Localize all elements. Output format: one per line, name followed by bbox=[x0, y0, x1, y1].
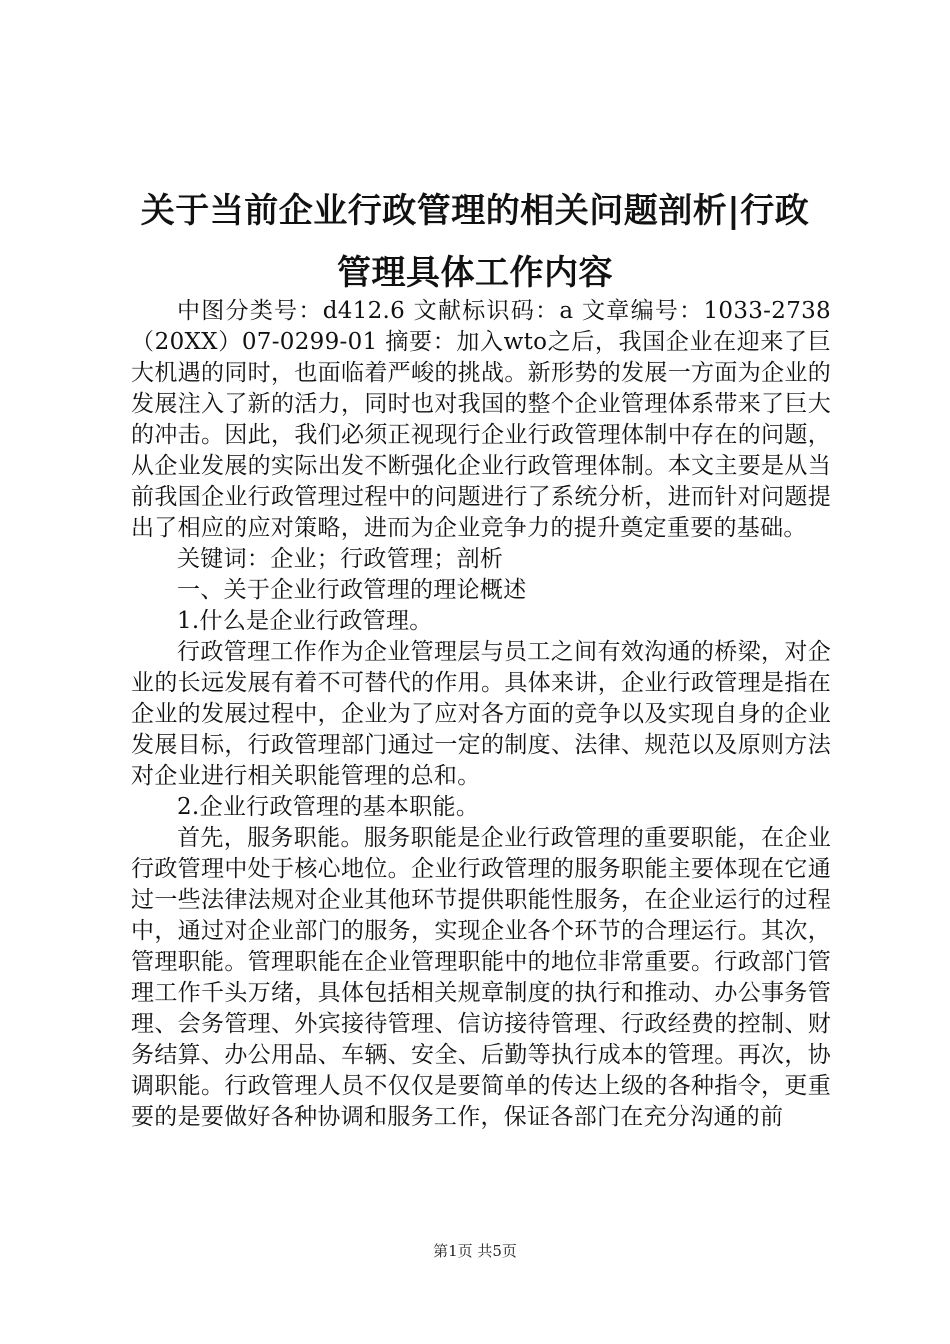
abstract-paragraph: 中图分类号：d412.6 文献标识码：a 文章编号：1033-2738（20XX）07-0299-01 摘要：加入wto之后，我国企业在迎来了巨大机遇的同时，也面临着严峻的挑战。新形势的发展一方面为企业的发展注入了新的活力，同时也对我国的整个企业管理体系带来了巨大的冲击。因此，我们必须正视现行企业行政管理体制中存在的问题，从企业发展的实际出发不断强化企业行政管理体制。本文主要是从当前我国企业行政管理过程中的问题进行了系统分析，进而针对问题提出了相应的应对策略，进而为企业竞争力的提升奠定重要的基础。 bbox=[131, 298, 831, 541]
document-body bbox=[131, 296, 831, 1133]
document-title: 关于当前企业行政管理的相关问题剖析|行政管理具体工作内容 bbox=[140, 191, 810, 293]
body-paragraph: 首先，服务职能。服务职能是企业行政管理的重要职能，在企业行政管理中处于核心地位。企业行政管理的服务职能主要体现在它通过一些法律法规对企业其他环节提供职能性服务，在企业运行的过程中，通过对企业部门的服务，实现企业各个环节的合理运行。其次，管理职能。管理职能在企业管理职能中的地位非常重要。行政部门管理工作千头万绪，具体包括相关规章制度的执行和推动、办公事务管理、会务管理、外宾接待管理、信访接待管理、行政经费的控制、财务结算、办公用品、车辆、安全、后勤等执行成本的管理。再次，协调职能。行政管理人员不仅仅是要简单的传达上级的各种指令，更重要的是要做好各种协调和服务工作，保证各部门在充分沟通的前 bbox=[131, 825, 831, 1130]
body-paragraph: 行政管理工作作为企业管理层与员工之间有效沟通的桥梁，对企业的长远发展有着不可替代的作用。具体来讲，企业行政管理是指在企业的发展过程中，企业为了应对各方面的竞争以及实现自身的企业发展目标，行政管理部门通过一定的制度、法律、规范以及原则方法对企业进行相关职能管理的总和。 bbox=[131, 639, 831, 789]
page-footer: 第1页 共5页 bbox=[433, 1242, 517, 1260]
subsection-heading: 1.什么是企业行政管理。 bbox=[177, 608, 433, 634]
subsection-heading: 2.企业行政管理的基本职能。 bbox=[177, 794, 480, 820]
section-heading: 一、关于企业行政管理的理论概述 bbox=[177, 577, 527, 603]
keywords-line: 关键词：企业；行政管理；剖析 bbox=[177, 546, 504, 572]
